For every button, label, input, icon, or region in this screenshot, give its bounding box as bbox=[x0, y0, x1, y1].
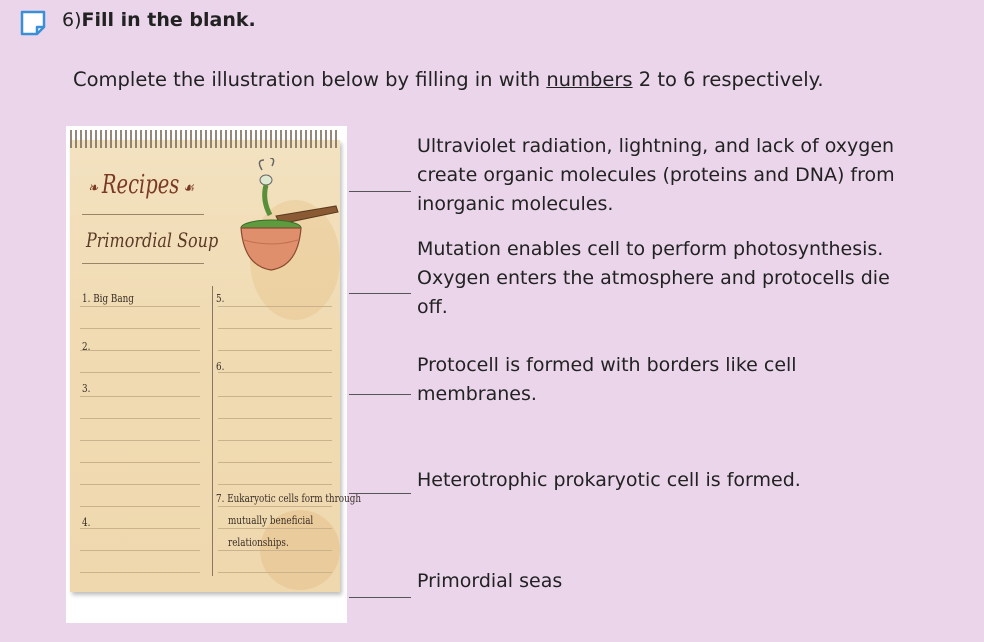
instruction-after: 2 to 6 respectively. bbox=[632, 68, 824, 91]
answer-blank-4[interactable] bbox=[349, 493, 411, 494]
notebook-item-7-line3: relationships. bbox=[228, 536, 289, 549]
notebook-subheading: Primordial Soup bbox=[86, 228, 219, 252]
question-heading: Fill in the blank. bbox=[81, 9, 256, 31]
statement-1: Ultraviolet radiation, lightning, and lack of oxygen create organic molecules (proteins and DNA) from inorganic molecules. bbox=[417, 135, 895, 215]
statement-3: Protocell is formed with borders like cell membranes. bbox=[417, 354, 797, 405]
notebook-item-6: 6. bbox=[216, 360, 225, 373]
notebook-item-3: 3. bbox=[82, 382, 91, 395]
question-note-icon bbox=[20, 10, 46, 36]
notebook-item-2: 2. bbox=[82, 340, 91, 353]
answer-blank-3[interactable] bbox=[349, 394, 411, 395]
answer-blank-1[interactable] bbox=[349, 191, 411, 192]
instruction-text bbox=[73, 68, 824, 91]
notebook-item-1: 1. Big Bang bbox=[82, 292, 134, 305]
statement-2: Mutation enables cell to perform photosynthesis. Oxygen enters the atmosphere and protocells die off. bbox=[417, 238, 890, 318]
notebook-spiral bbox=[70, 130, 340, 148]
recipe-notebook-image bbox=[66, 126, 362, 623]
question-title bbox=[62, 9, 256, 31]
notebook-heading: ❧ Recipes ☙ bbox=[88, 170, 194, 200]
answer-blank-5[interactable] bbox=[349, 597, 411, 598]
notebook-item-4: 4. bbox=[82, 516, 91, 529]
instruction-underlined: numbers bbox=[546, 68, 633, 91]
statement-5: Primordial seas bbox=[417, 570, 563, 592]
notebook-item-7-line1: 7. Eukaryotic cells form through bbox=[216, 492, 362, 505]
soup-pot-icon bbox=[236, 158, 346, 278]
question-number: 6) bbox=[62, 9, 82, 31]
answer-blank-2[interactable] bbox=[349, 293, 411, 294]
notebook-item-7-line2: mutually beneficial bbox=[228, 514, 314, 527]
statement-4: Heterotrophic prokaryotic cell is formed. bbox=[417, 469, 801, 491]
notebook-item-5: 5. bbox=[216, 292, 225, 305]
instruction-before: Complete the illustration below by filling in with bbox=[73, 68, 547, 91]
